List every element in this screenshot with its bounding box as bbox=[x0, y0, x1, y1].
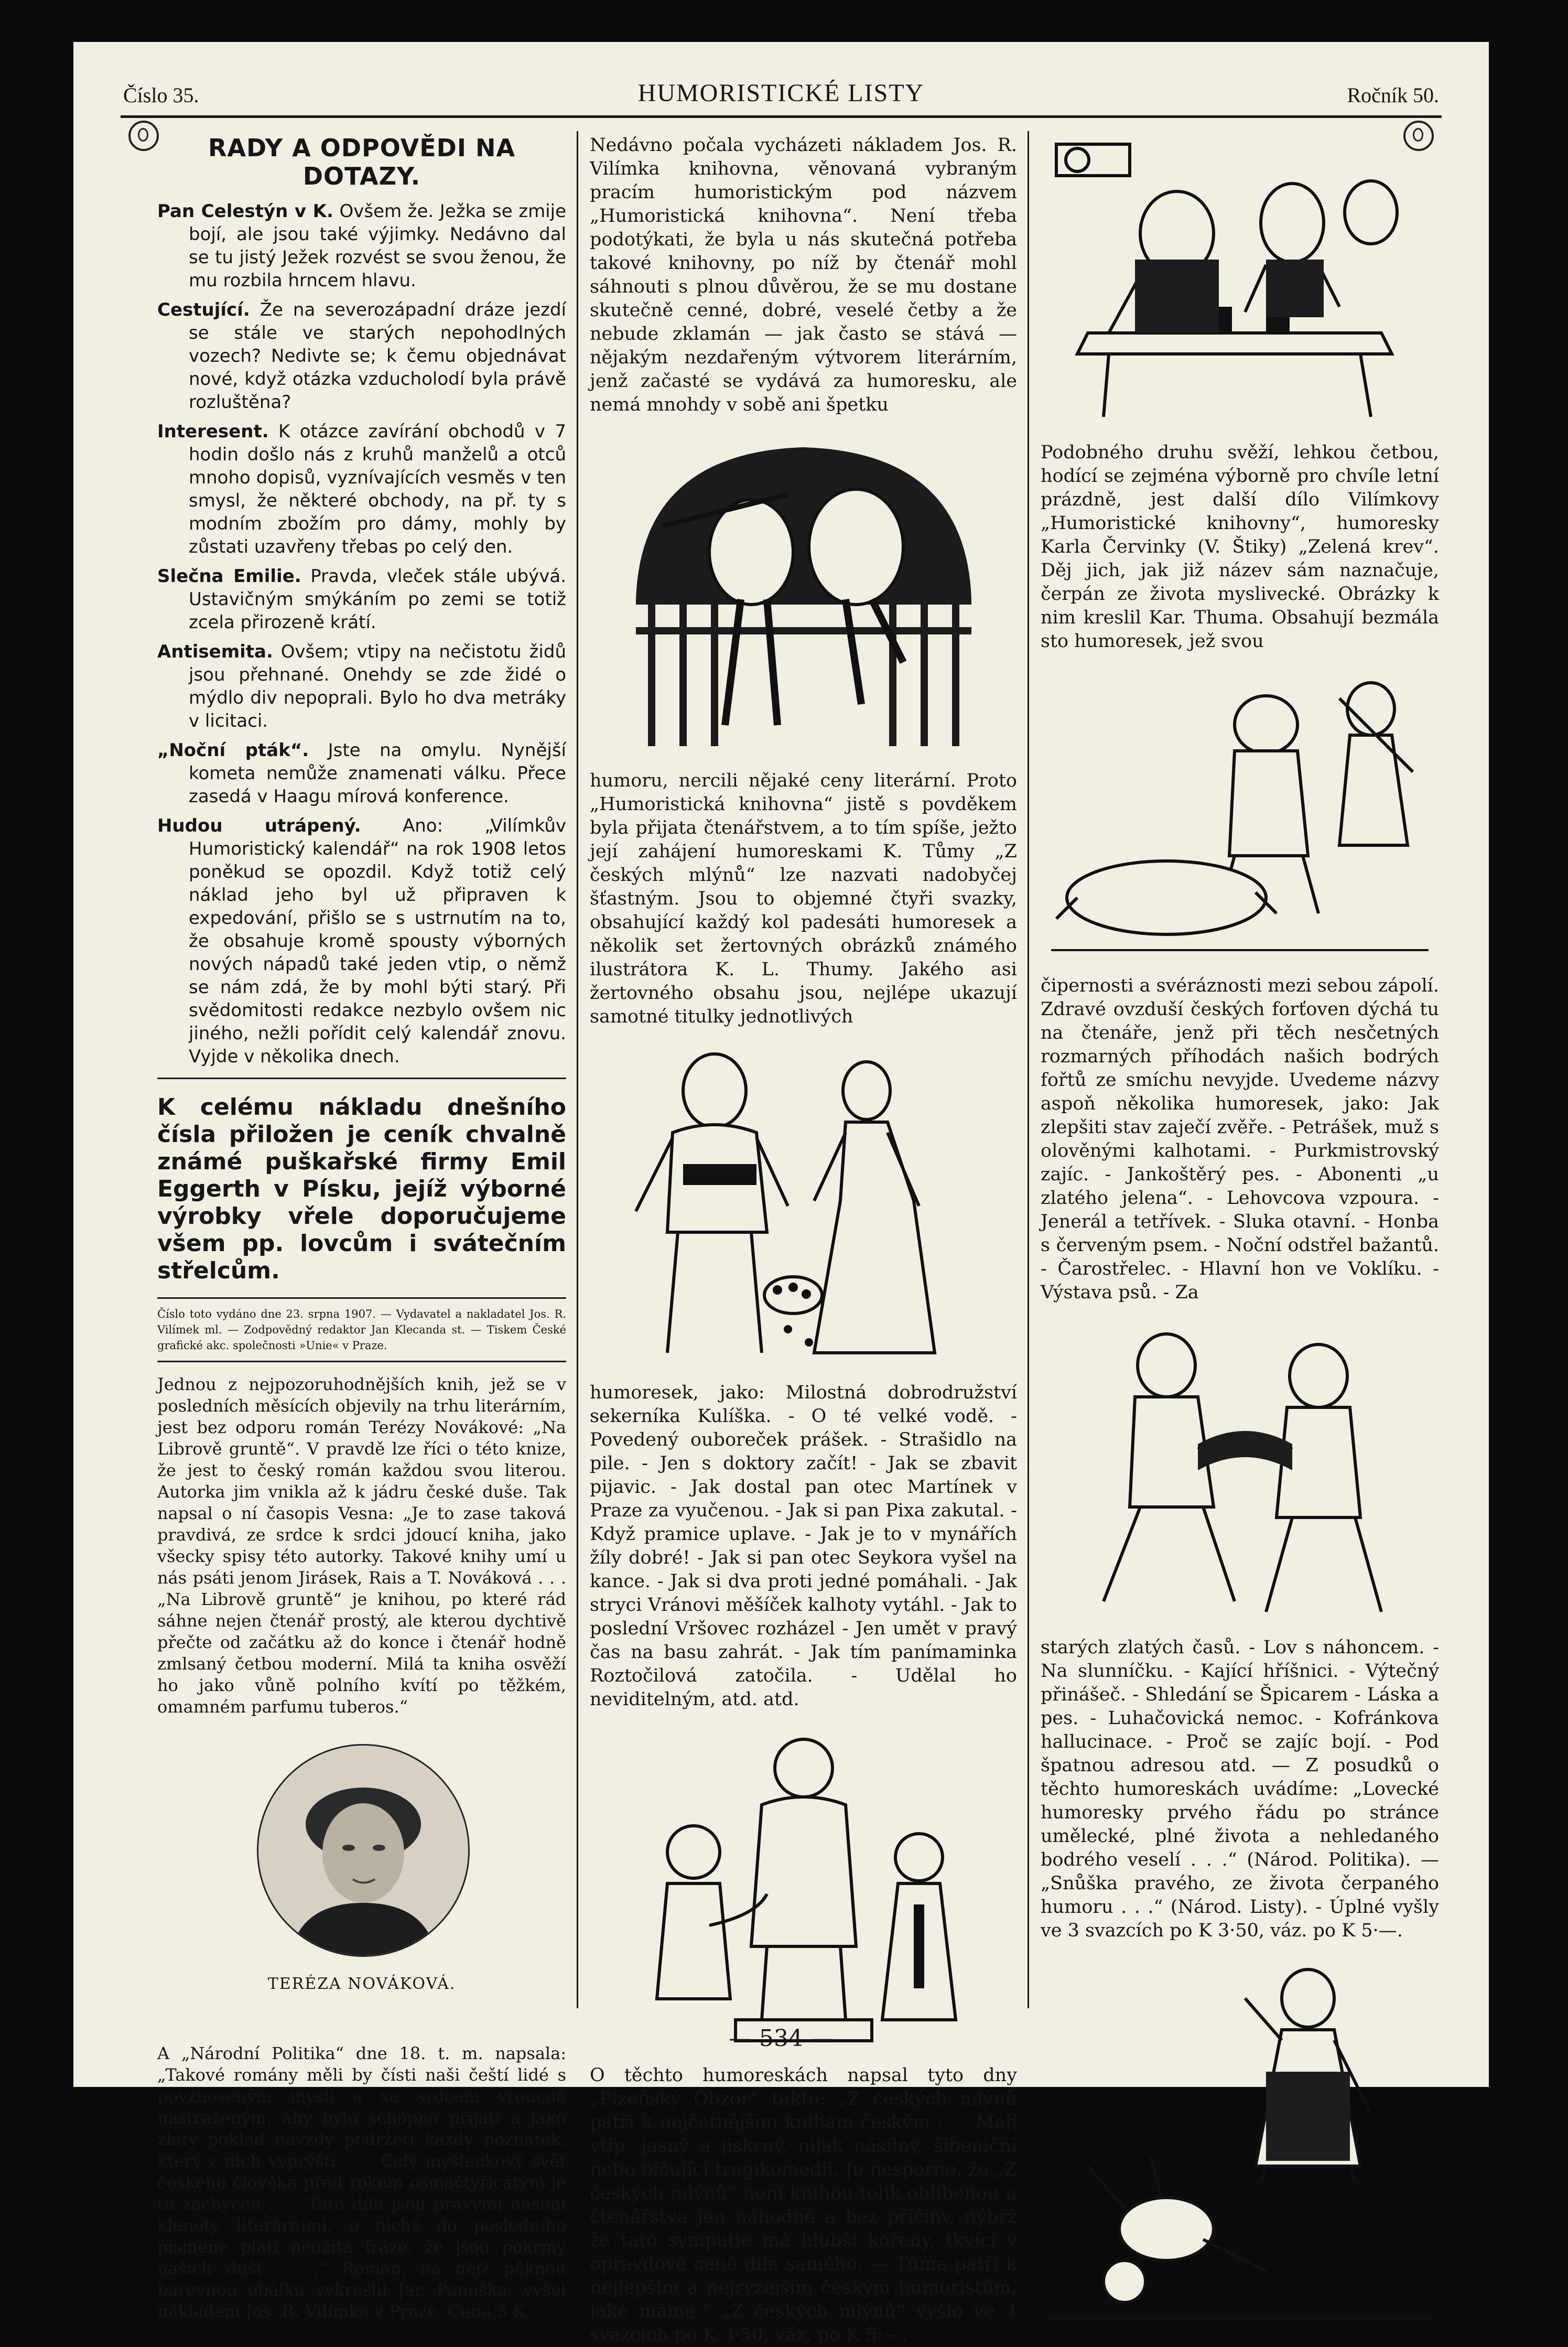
humor-library-intro: Nedávno počala vycházeti nákladem Jos. R. Vilímka knihovna, věnovaná vybraným pracím humoristickým pod názvem „Humoristická knihovna“. Není třeba podotýkati, že byla u nás skutečná potřeba takové knihovny, po níž by čtenář mohl sáhnouti s plnou důvěrou, že se mu dostane skutečně cenné, dobré, veselé četby a že nebude zklamán — jak často se stává — nějakým nezdařeným výtvorem literárním, jenž začasté se vydává za humoresku, ale nemá mnohdy v sobě ani špetku bbox=[590, 135, 1017, 415]
plzensky-obzor-review: O těchto humoreskách napsal tyto dny „Plzeňský Obzor“ takto: „Z českých mlýnů patří k nejčetnějším knihám českým . . . Mají vtip, jasný a jiskrný, nijak násilný, šibeniční nebo bičující tragikomedii. Je nesporno, že „Z českých mlýnů“ není knihou tolik oblíbenou u čtenářstva jen náhodně a bez příčiny, nýbrž že tato sympatie má hlubší kořeny, tkvící v opravdové ceně díla samého. — Tůma patří k nejlepším a nejryzejším českým humoristům, jaké máme.“ „Z českých mlýnů“ vyšlo ve 4 svazcích po K 3·50, váz, po K 5·—. bbox=[590, 2065, 1017, 2345]
qa-answer: Jste na omylu. Nynější kometa nemůže znamenati válku. Přece zasedá v Haagu mírová konference. bbox=[189, 740, 567, 807]
header-rule bbox=[121, 115, 1442, 118]
qa-recipient: Cestující. bbox=[157, 299, 250, 320]
page-number: — 534 — bbox=[729, 2025, 834, 2052]
column-3 bbox=[1041, 134, 1439, 2323]
qa-recipient: „Noční pták“. bbox=[157, 740, 309, 761]
zelena-krev-titles: čipernosti a svéráznosti mezi sebou zápolí. Zdravé ovzduší českých forťoven dýchá tu na čtenáře, jenž při těch nesčetných rozmarných příhodách našich bodrých fořtů ze smíchu nevyjde. Uvedeme názvy aspoň několika humoresek, jako: Jak zlepšiti stav zaječí zvěře. - Petrášek, muž s olověnými kalhotami. - Purkmistrovský zajíc. - Jankoštěrý pes. - Abonenti „u zlatého jelena“. - Lehovcova vzpoura. - Jenerál a tetřívek. - Sluka otavní. - Honba s červeným psem. - Noční odstřel bažantů. - Čarostřelec. - Hlavní hon ve Voklíku. - Výstava psů. - Za bbox=[1041, 975, 1439, 1303]
qa-answer: Ano: „Vilímkův Humoristický kalendář“ na rok 1908 letos poněkud se opozdil. Když totiž celý náklad jeho byl už připraven k expedování, přišlo se s ustrnutím na to, že obsahuje kromě spousty výborných nových nápadů také jeden vtip, o němž se nám zdá, že by mohl býti starý. Při svědomitosti redakce nezbylo ovšem nic jiného, nežli pořídit celý kalendář znovu. Vyjde v několika dnech. bbox=[189, 815, 567, 1067]
qa-list bbox=[157, 200, 566, 1068]
qa-answer: Že na severozápadní dráze jezdí se stále ve starých nepohodlných vozech? Nedivte se; k čemu objednávat nové, když otázka vzducholodí byla právě rozluštěna? bbox=[189, 299, 567, 413]
column-divider-1 bbox=[577, 131, 578, 2008]
qa-recipient: Interesent. bbox=[157, 421, 269, 442]
column-2 bbox=[590, 134, 1017, 2347]
review-librove-grunte: Jednou z nejpozoruhodnějších knih, jež se v posledních měsících objevily na trhu literárním, jest bez odporu román Terézy Novákové: „Na Librově gruntě“. V pravdě lze říci o této knize, že jest to český román každou svou literou. Autorka jim vnikla až k jádru české duše. Tak napsal o ní časopis Vesna: „Je to zase taková pravdivá, ze srdce k srdci jdoucí kniha, jako všecky spisy této autorky. Takové knihy umí u nás psáti jenom Jirásek, Rais a T. Nováková . . . „Na Librově gruntě“ je knihou, po které rád sáhne nejen čtenář prostý, ale kterou dychtivě přečte od začátku až do konce i čtenář hodně zmlsaný četbou moderní. Milá ta kniha osvěží ho jako vůně polního kvítí po těžkém, omamném parfumu tuberos.“ bbox=[157, 1374, 566, 1717]
issue-number: Číslo 35. bbox=[123, 83, 199, 107]
qa-answer: K otázce zavírání obchodů v 7 hodin došlo nás z kruhů manželů a otců mnoho dopisů, vyznívajících vesměs v ten smysl, že některé obchody, na př. ty s modním zbožím pro dámy, mohly by zůstati uzavřeny třebas po celý den. bbox=[189, 421, 566, 557]
qa-recipient: Hudou utrápený. bbox=[157, 815, 361, 836]
qa-item bbox=[157, 200, 566, 292]
illustration-miller-boys bbox=[620, 1726, 987, 2051]
advertising-notice: K celému nákladu dnešního čísla přiložen je ceník chvalně známé puškařské firmy Emil Eggerth v Písku, jejíž výborné výrobky vřele doporučujeme všem pp. lovcům i svátečním střelcům. bbox=[157, 1094, 566, 1284]
zelena-krev-reviews: starých zlatých časů. - Lov s náhoncem. - Na slunníčku. - Kající hříšnici. - Výtečný přinášeč. - Shledání se Špicarem - Láska a pes. - Luhačovická nemoc. - Kofránkova hallucinace. - Proč se zajíc bojí. - Pod špatnou adresou atd. — Z posudků o těchto humoreskách uvádíme: „Lovecké humoresky prvého řádu po stránce umělecké, plné života a nehledaného bodrého veselí . . .“ (Národ. Politika). — „Snůška pravého, ze života čerpaného humoru . . .“ (Národ. Listy). - Úplné vyšly ve 3 svazcích po K 3·50, váz. po K 5·—. bbox=[1041, 1637, 1439, 1941]
portrait-caption: TERÉZA NOVÁKOVÁ. bbox=[267, 1975, 456, 1993]
qa-item bbox=[157, 814, 566, 1068]
qa-answer: Ovšem že. Ježka se zmije bojí, ale jsou také výjimky. Nedávno dal se tu jistý Ježek rozvést se svou ženou, že mu rozbila hrncem hlavu. bbox=[189, 201, 566, 291]
section-rule bbox=[157, 1297, 566, 1299]
zelena-krev-intro: Podobného druhu svěží, lehkou četbou, hodící se zejména výborně pro chvíle letní prázdně, jest další dílo Vilímkovy „Humoristické knihovny“, humoresky Karla Červinky (V. Štiky) „Zelená krev“. Děj jich, jak již název sám naznačuje, čerpán ze života myslivecké. Obrázky k nim kreslil Kar. Thuma. Obsahují bezmála sto humoresek, jež svou bbox=[1041, 442, 1439, 652]
qa-recipient: Slečna Emilie. bbox=[157, 566, 301, 587]
illustration-poacher-fence bbox=[620, 432, 987, 757]
qa-recipient: Pan Celestýn v K. bbox=[157, 201, 333, 222]
illustration-woman-fallen-man bbox=[1046, 1956, 1434, 2323]
qa-recipient: Antisemita. bbox=[157, 641, 273, 662]
qa-item bbox=[157, 739, 566, 808]
volume-number: Ročník 50. bbox=[1347, 83, 1439, 107]
imprint: Číslo toto vydáno dne 23. srpna 1907. — Vydavatel a nakladatel Jos. R. Vilímek ml. — Zodpovědný redaktor Jan Klecanda st. — Tiskem České grafické akc. společnosti »Unie« v Praze. bbox=[157, 1308, 566, 1352]
illustration-man-woman-eggs bbox=[620, 1043, 987, 1369]
qa-item bbox=[157, 565, 566, 634]
portrait-block bbox=[157, 1718, 566, 2043]
portrait-photo bbox=[257, 1744, 470, 1957]
newspaper-page bbox=[73, 42, 1489, 2345]
column-divider-2 bbox=[1028, 131, 1029, 2008]
qa-answer: Ovšem; vtipy na nečistotu židů jsou přehnané. Onehdy se zde židé o mýdlo div nepoprali. Bylo ho dva metráky v licitaci. bbox=[189, 641, 567, 731]
review-narodni-politika: A „Národní Politika“ dne 18. t. m. napsala: „Takové romány měli by čísti naši čeští lidé s povzneseným myslí a se srdcem vroucně nastraženým, aby bylo schopno přijati a jako zlatý poklad navždy podržeti každý poznatek, který z nich vyprýští . . . Celý myšlenkový svět českého člověka před rokem osmačtyřicátým je tu zachycen . . . Tato díla jsou pravými našimi klenoty literárními, o nichž do posledního písmene platí neužitá fráze, že jsou pokrmy našich duší . . .“ Román, na nějž pěknou barevnou obálku vykreslil Jar. Panuška, vyšel nákladem Jos. R. Vilímka v Praze. Cena 3 K. bbox=[157, 2043, 566, 2321]
column-1 bbox=[157, 134, 566, 2322]
humor-library-text: humoru, nercili nějaké ceny literární. Proto „Humoristická knihovna“ jistě s povděkem byla přijata čtenářstvem, a to tím spíše, ježto její zahájení humoreskami K. Tůmy „Z českých mlýnů“ lze nazvati nadobyčej šťastným. Jsou to objemné čtyři svazky, obsahující každý kol padesáti humoresek a několik set žertovných obrázků známého ilustrátora K. L. Thumy. Jakého asi žertovného obsahu jsou, nejlépe ukazují samotné titulky jednotlivých bbox=[590, 770, 1017, 1027]
illustration-hunters-struggle bbox=[1046, 1318, 1434, 1622]
qa-answer: Pravda, vleček stále ubývá. Ustavičným smýkáním po zemi se totiž zcela přirozeně krátí. bbox=[189, 566, 567, 633]
section-rule bbox=[157, 1078, 566, 1079]
qa-item bbox=[157, 420, 566, 558]
ornament-left-icon bbox=[128, 121, 159, 151]
qa-item bbox=[157, 298, 566, 414]
qa-section-title: RADY A ODPOVĚDI NA DOTAZY. bbox=[208, 134, 516, 190]
illustration-hunter-dead-pig bbox=[1046, 667, 1434, 961]
qa-item bbox=[157, 640, 566, 733]
illustration-hunters-tavern bbox=[1046, 134, 1434, 427]
masthead-title: HUMORISTICKÉ LISTY bbox=[637, 79, 925, 107]
humoresque-titles-list: humoresek, jako: Milostná dobrodružství sekerníka Kulíška. - O té velké vodě. - Povedený ouboreček prášek. - Strašidlo na pile. - Jen s doktory začít! - Jak se zbavit pijavic. - Jak dostal pan otec Martínek v Praze za vyučenou. - Jak si pan Pixa zakutal. - Když pramice uplave. - Jak je to v mynářích žíly dobré! - Jak si pan otec Seykora vyšel na kance. - Jak si dva proti jedné pomáhali. - Jak stryci Vránovi měšíček kalhoty vytáhl. - Jak to poslední Vršovec rozházel - Jen umět v pravý čas na basu zahrát. - Jak tím panímaminka Roztočilová zatočila. - Udělal ho neviditelným, atd. atd. bbox=[590, 1382, 1017, 1710]
section-rule bbox=[157, 1361, 566, 1362]
